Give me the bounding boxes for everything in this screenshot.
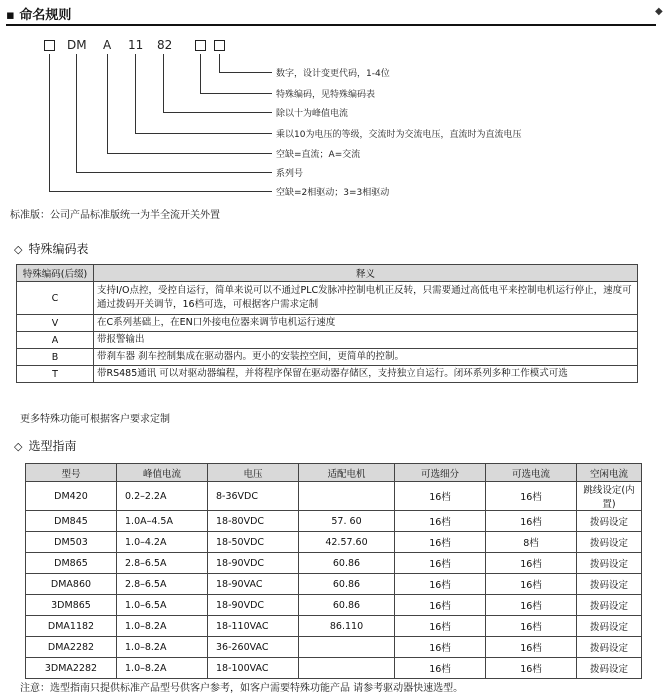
column-header: 可选电流 [486, 464, 577, 482]
footer-note: 注意：选型指南只提供标准产品型号供客户参考，如客户需要特殊功能产品 请参考驱动器快速选型。 [20, 683, 464, 694]
special-code-cell: C [17, 282, 94, 315]
voltage-cell: 18-90VDC [208, 553, 299, 574]
table-row [26, 616, 642, 637]
motor-cell: 60.86 [299, 574, 395, 595]
leader-line [76, 54, 77, 172]
peak-current-cell: 1.0–8.2A [117, 658, 208, 679]
leader-line [76, 172, 272, 173]
leader-line [219, 54, 220, 72]
model-cell: DM420 [26, 482, 117, 511]
special-code-title: 特殊编码表 [28, 242, 89, 256]
desc-special-code: 特殊编码，见特殊编码表 [276, 90, 376, 100]
change-code-box [214, 40, 225, 51]
series-code-box [44, 40, 55, 51]
idle-current-cell: 拨码设定 [577, 595, 642, 616]
voltage-cell: 18-50VDC [208, 532, 299, 553]
desc-peak-current: 除以十为峰值电流 [276, 109, 349, 119]
microstep-cell: 16档 [395, 482, 486, 511]
peak-current-cell: 1.0–6.5A [117, 595, 208, 616]
voltage-cell: 18-110VAC [208, 616, 299, 637]
column-header: 特殊编码(后缀) [17, 265, 94, 282]
model-cell: DM503 [26, 532, 117, 553]
table-row [17, 366, 638, 383]
naming-rules-title: 命名规则 [19, 8, 72, 23]
bullet-icon: ▪ [6, 8, 15, 23]
table-row [26, 511, 642, 532]
code-part-voltage: 11 [128, 38, 144, 52]
column-header: 空闲电流 [577, 464, 642, 482]
special-code-heading [14, 240, 88, 257]
current-option-cell: 16档 [486, 511, 577, 532]
code-part-current: 82 [157, 38, 173, 52]
code-part-dm: DM [67, 38, 87, 52]
special-desc-cell: 支持I/O点控，受控自运行，简单来说可以不通过PLC发脉冲控制电机正反转，只需要通过高低电平来控制电机运行停止，速度可通过拨码开关调节，16档可选，可根据客户需求定制 [94, 282, 638, 315]
diamond-icon: ◆ [655, 6, 663, 17]
standard-note: 标准版：公司产品标准版统一为半全流开关外置 [10, 210, 220, 221]
model-cell: DM865 [26, 553, 117, 574]
voltage-cell: 8-36VDC [208, 482, 299, 511]
motor-cell: 60.86 [299, 553, 395, 574]
desc-voltage: 乘以10为电压的等级，交流时为交流电压，直流时为直流电压 [276, 130, 522, 140]
microstep-cell: 16档 [395, 553, 486, 574]
special-code-cell: A [17, 332, 94, 349]
naming-rules-heading [6, 4, 71, 23]
idle-current-cell: 拨码设定 [577, 637, 642, 658]
model-cell: 3DMA2282 [26, 658, 117, 679]
leader-line [135, 54, 136, 133]
leader-line [219, 72, 272, 73]
model-cell: DM845 [26, 511, 117, 532]
current-option-cell: 16档 [486, 658, 577, 679]
current-option-cell: 16档 [486, 616, 577, 637]
motor-cell [299, 658, 395, 679]
peak-current-cell: 1.0A–4.5A [117, 511, 208, 532]
special-code-table [16, 264, 638, 383]
column-header: 释义 [94, 265, 638, 282]
idle-current-cell: 跳线设定(内置) [577, 482, 642, 511]
table-row [26, 574, 642, 595]
special-code-box [195, 40, 206, 51]
idle-current-cell: 拨码设定 [577, 616, 642, 637]
table-header-row [17, 265, 638, 282]
voltage-cell: 18-90VAC [208, 574, 299, 595]
leader-line [49, 54, 50, 191]
current-option-cell: 16档 [486, 482, 577, 511]
current-option-cell: 16档 [486, 637, 577, 658]
column-header: 峰值电流 [117, 464, 208, 482]
peak-current-cell: 1.0–8.2A [117, 637, 208, 658]
leader-line [49, 191, 272, 192]
desc-series: 系列号 [276, 169, 304, 179]
table-row [26, 532, 642, 553]
table-row [26, 637, 642, 658]
column-header: 可选细分 [395, 464, 486, 482]
microstep-cell: 16档 [395, 637, 486, 658]
leader-line [135, 133, 272, 134]
motor-cell: 86.110 [299, 616, 395, 637]
table-row [26, 482, 642, 511]
voltage-cell: 18-100VAC [208, 658, 299, 679]
leader-line [107, 153, 272, 154]
model-cell: DMA1182 [26, 616, 117, 637]
selection-guide-heading [14, 437, 76, 454]
model-cell: DMA860 [26, 574, 117, 595]
table-header-row [26, 464, 642, 482]
selection-guide-title: 选型指南 [28, 439, 77, 453]
motor-cell: 60.86 [299, 595, 395, 616]
special-desc-cell: 在C系列基础上，在EN口外接电位器来调节电机运行速度 [94, 315, 638, 332]
leader-line [200, 54, 201, 93]
microstep-cell: 16档 [395, 595, 486, 616]
leader-line [163, 54, 164, 112]
special-desc-cell: 带RS485通讯 可以对驱动器编程，并将程序保留在驱动器存储区，支持独立自运行。闭环系列多种工作模式可选 [94, 366, 638, 383]
code-part-a: A [103, 38, 112, 52]
current-option-cell: 16档 [486, 595, 577, 616]
idle-current-cell: 拨码设定 [577, 658, 642, 679]
heading-divider [6, 24, 656, 26]
diamond-outline-icon: ◇ [14, 440, 23, 453]
peak-current-cell: 0.2–2.2A [117, 482, 208, 511]
current-option-cell: 8档 [486, 532, 577, 553]
idle-current-cell: 拨码设定 [577, 532, 642, 553]
model-cell: 3DM865 [26, 595, 117, 616]
motor-cell [299, 482, 395, 511]
voltage-cell: 18-90VDC [208, 595, 299, 616]
leader-line [163, 112, 272, 113]
motor-cell: 57. 60 [299, 511, 395, 532]
special-desc-cell: 带报警输出 [94, 332, 638, 349]
table-row [26, 553, 642, 574]
voltage-cell: 18-80VDC [208, 511, 299, 532]
custom-note: 更多特殊功能可根据客户要求定制 [20, 414, 170, 425]
model-cell: DMA2282 [26, 637, 117, 658]
microstep-cell: 16档 [395, 658, 486, 679]
special-code-cell: V [17, 315, 94, 332]
diamond-outline-icon: ◇ [14, 243, 23, 256]
leader-line [200, 93, 272, 94]
desc-change-code: 数字，设计变更代码，1-4位 [276, 69, 390, 79]
microstep-cell: 16档 [395, 532, 486, 553]
microstep-cell: 16档 [395, 511, 486, 532]
desc-phase: 空缺=2相驱动；3=3相驱动 [276, 188, 390, 198]
table-row [17, 332, 638, 349]
motor-cell [299, 637, 395, 658]
microstep-cell: 16档 [395, 616, 486, 637]
leader-line [107, 54, 108, 153]
peak-current-cell: 2.8–6.5A [117, 553, 208, 574]
table-row [26, 658, 642, 679]
special-code-cell: T [17, 366, 94, 383]
desc-ac-dc: 空缺=直流；A=交流 [276, 150, 361, 160]
column-header: 电压 [208, 464, 299, 482]
idle-current-cell: 拨码设定 [577, 553, 642, 574]
table-row [17, 315, 638, 332]
special-desc-cell: 带刹车器 刹车控制集成在驱动器内。更小的安装控空间，更简单的控制。 [94, 349, 638, 366]
column-header: 型号 [26, 464, 117, 482]
idle-current-cell: 拨码设定 [577, 511, 642, 532]
table-row [26, 595, 642, 616]
peak-current-cell: 1.0–8.2A [117, 616, 208, 637]
special-code-cell: B [17, 349, 94, 366]
current-option-cell: 16档 [486, 553, 577, 574]
peak-current-cell: 1.0–4.2A [117, 532, 208, 553]
table-row [17, 349, 638, 366]
idle-current-cell: 拨码设定 [577, 574, 642, 595]
selection-guide-table [25, 463, 642, 679]
peak-current-cell: 2.8–6.5A [117, 574, 208, 595]
microstep-cell: 16档 [395, 574, 486, 595]
current-option-cell: 16档 [486, 574, 577, 595]
table-row [17, 282, 638, 315]
motor-cell: 42.57.60 [299, 532, 395, 553]
column-header: 适配电机 [299, 464, 395, 482]
voltage-cell: 36-260VAC [208, 637, 299, 658]
